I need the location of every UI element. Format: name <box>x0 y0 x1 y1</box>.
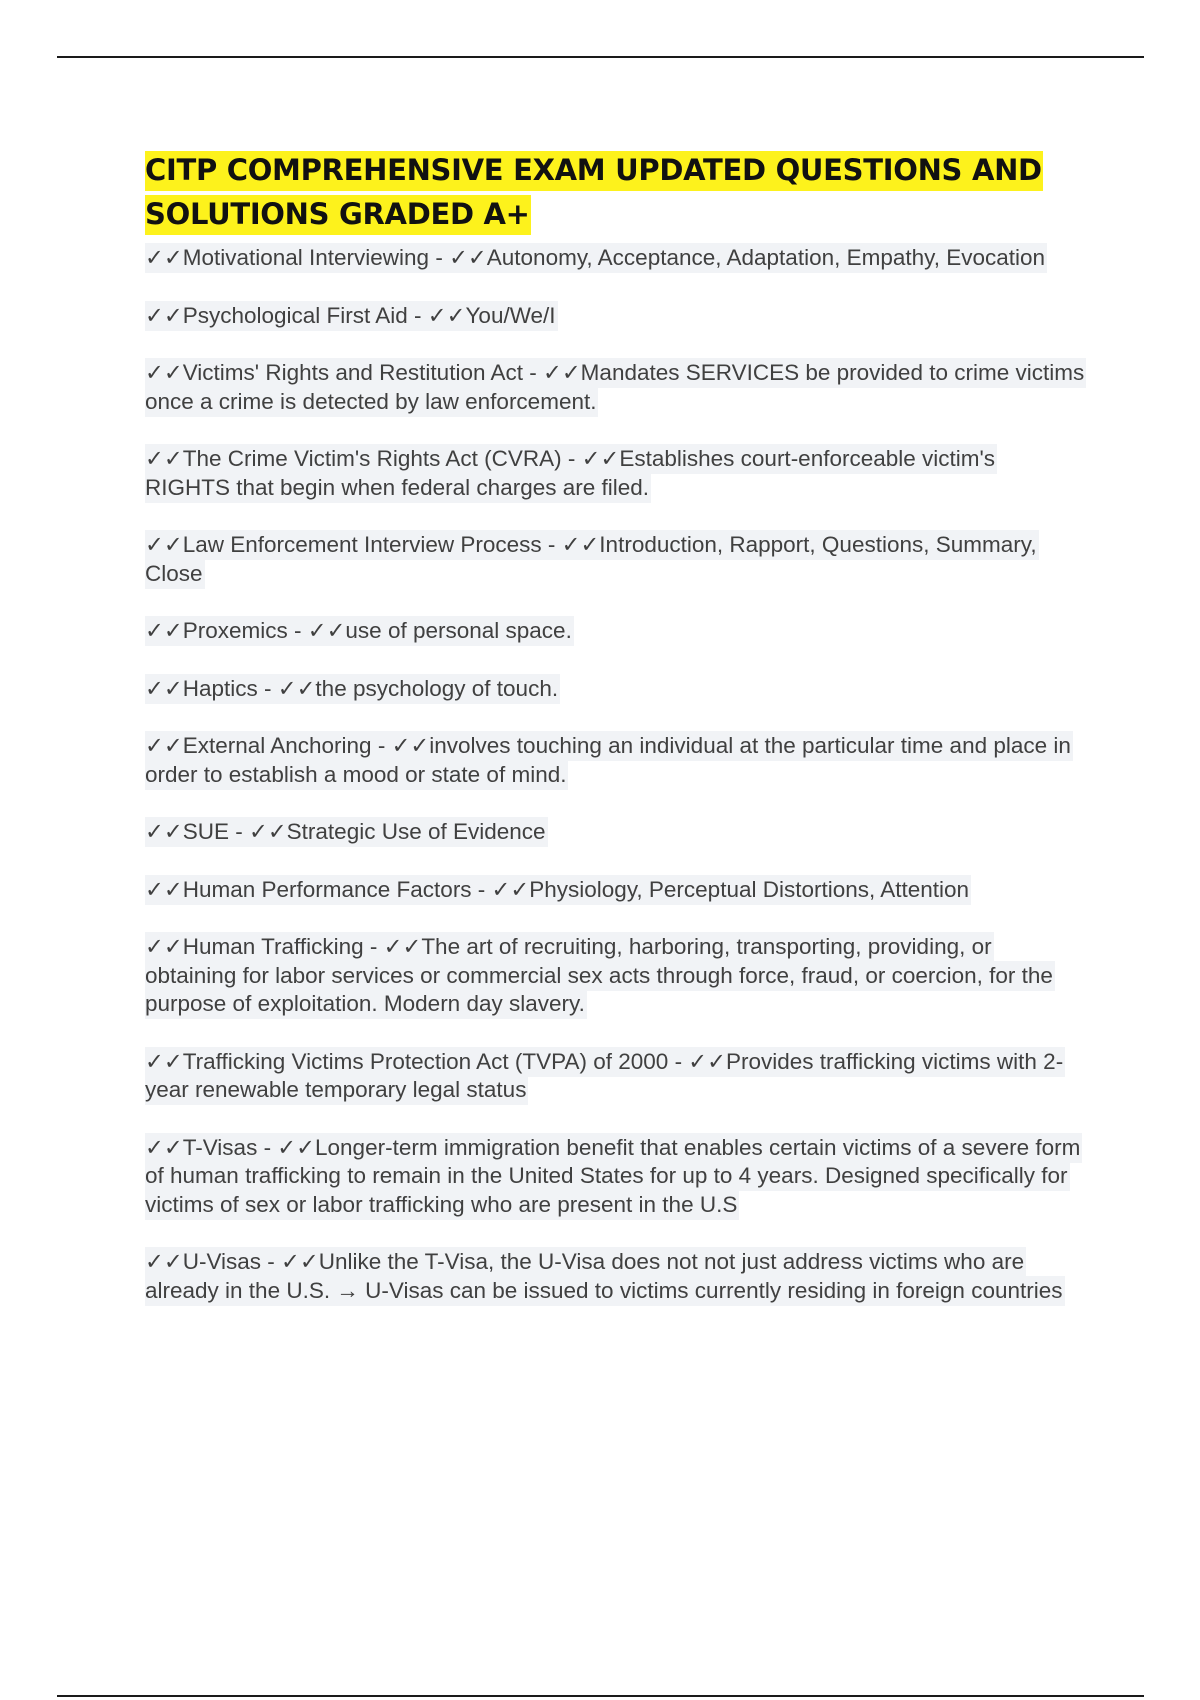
title-text: CITP COMPREHENSIVE EXAM UPDATED QUESTIONS AND SOLUTIONS GRADED A+ <box>145 151 1043 235</box>
entry-text: ✓✓Law Enforcement Interview Process - ✓✓Introduction, Rapport, Questions, Summary, Close <box>145 530 1039 589</box>
top-rule <box>57 56 1144 58</box>
entry-t-visas <box>145 1134 1085 1220</box>
entry-tvpa-2000 <box>145 1048 1085 1105</box>
document-title <box>145 148 1085 236</box>
entry-text: ✓✓Motivational Interviewing - ✓✓Autonomy, Acceptance, Adaptation, Empathy, Evocation <box>145 243 1047 273</box>
entry-motivational-interviewing <box>145 244 1085 273</box>
entry-psychological-first-aid <box>145 302 1085 331</box>
document-body <box>145 148 1085 1334</box>
entry-sue <box>145 818 1085 847</box>
entry-text: ✓✓Human Performance Factors - ✓✓Physiology, Perceptual Distortions, Attention <box>145 875 971 905</box>
entry-law-enforcement-interview-process <box>145 531 1085 588</box>
entry-text: ✓✓Proxemics - ✓✓use of personal space. <box>145 616 574 646</box>
entry-text: ✓✓U-Visas - ✓✓Unlike the T-Visa, the U-Visa does not not just address victims who are already in the U.S. → U-Visas can be issued to victims currently residing in foreign countries <box>145 1247 1065 1306</box>
entry-text: ✓✓Trafficking Victims Protection Act (TVPA) of 2000 - ✓✓Provides trafficking victims with 2-year renewable temporary legal status <box>145 1047 1065 1106</box>
entry-haptics <box>145 675 1085 704</box>
entry-u-visas <box>145 1248 1085 1305</box>
entry-external-anchoring <box>145 732 1085 789</box>
entry-text: ✓✓Haptics - ✓✓the psychology of touch. <box>145 674 560 704</box>
entry-human-trafficking <box>145 933 1085 1019</box>
entry-proxemics <box>145 617 1085 646</box>
entry-human-performance-factors <box>145 876 1085 905</box>
entry-crime-victims-rights-act <box>145 445 1085 502</box>
entry-text: ✓✓The Crime Victim's Rights Act (CVRA) - ✓✓Establishes court-enforceable victim's RIGHTS that begin when federal charges are filed. <box>145 444 997 503</box>
entry-text: ✓✓Victims' Rights and Restitution Act - ✓✓Mandates SERVICES be provided to crime victims once a crime is detected by law enforcement. <box>145 358 1086 417</box>
entry-text: ✓✓T-Visas - ✓✓Longer-term immigration benefit that enables certain victims of a severe form of human trafficking to remain in the United States for up to 4 years. Designed specifically for victims of sex or labor trafficking who are present in the U.S <box>145 1133 1082 1220</box>
entry-text: ✓✓Psychological First Aid - ✓✓You/We/I <box>145 301 558 331</box>
entry-text: ✓✓External Anchoring - ✓✓involves touching an individual at the particular time and place in order to establish a mood or state of mind. <box>145 731 1073 790</box>
entry-victims-rights-restitution-act <box>145 359 1085 416</box>
entry-text: ✓✓SUE - ✓✓Strategic Use of Evidence <box>145 817 548 847</box>
bottom-rule <box>57 1695 1144 1697</box>
entry-text: ✓✓Human Trafficking - ✓✓The art of recruiting, harboring, transporting, providing, or obtaining for labor services or commercial sex acts through force, fraud, or coercion, for the purpose of exploitation. Modern day slavery. <box>145 932 1055 1019</box>
